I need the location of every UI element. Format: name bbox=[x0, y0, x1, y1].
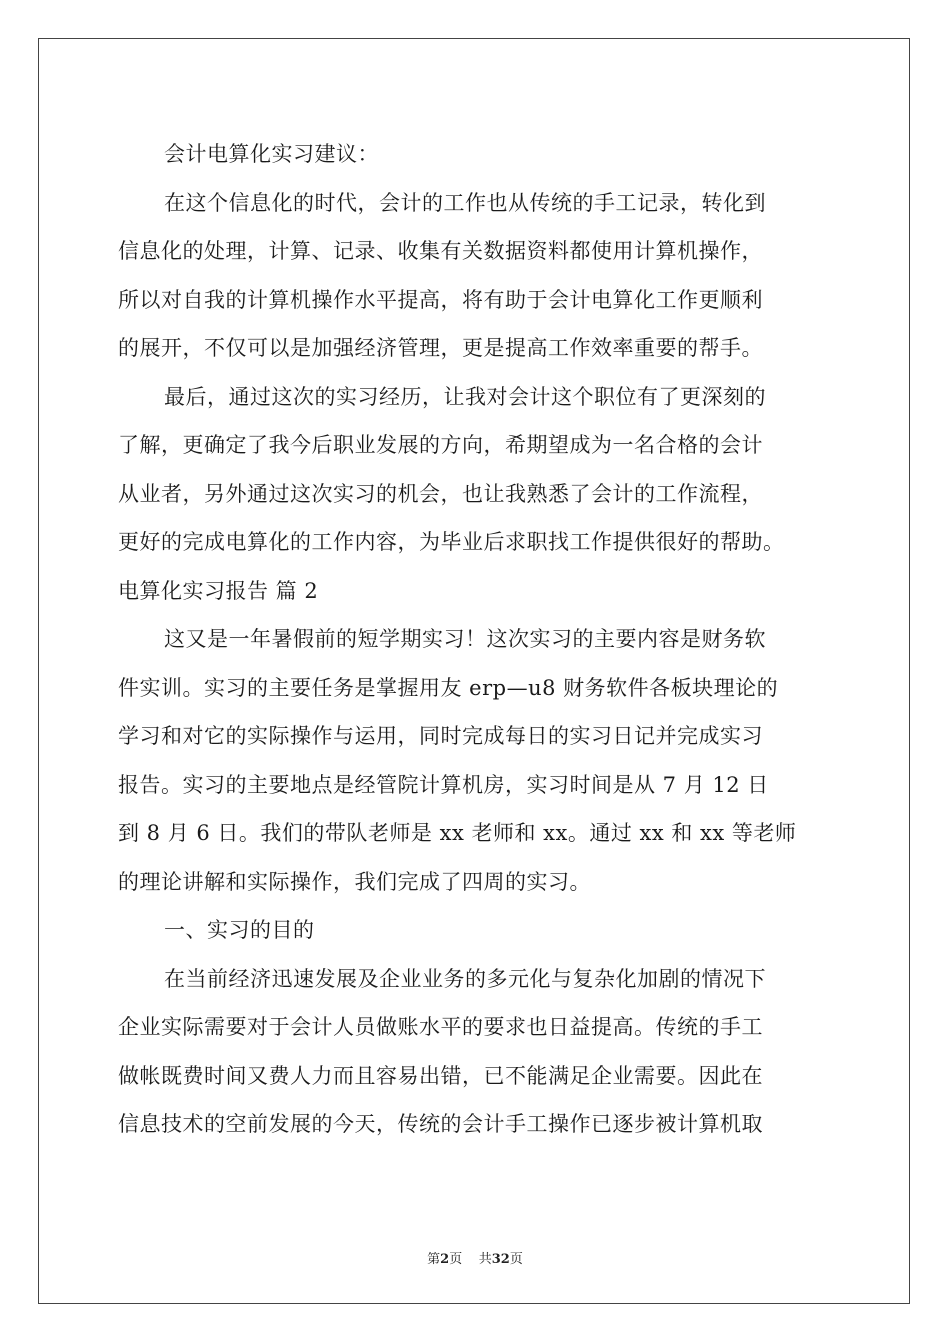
paragraph-line: 企业实际需要对于会计人员做账水平的要求也日益提高。传统的手工 bbox=[118, 1015, 763, 1039]
paragraph-line: 从业者，另外通过这次实习的机会，也让我熟悉了会计的工作流程， bbox=[118, 481, 763, 506]
total-pages: 32 bbox=[491, 1252, 510, 1267]
paragraph-line: 会计电算化实习建议： bbox=[164, 142, 379, 166]
document-body bbox=[118, 130, 834, 1149]
paragraph-line: 这又是一年暑假前的短学期实习！这次实习的主要内容是财务软 bbox=[164, 627, 766, 651]
section-heading: 电算化实习报告 篇 2 bbox=[118, 578, 319, 603]
paragraph-line: 件实训。实习的主要任务是掌握用友 erp—u8 财务软件各板块理论的 bbox=[118, 675, 779, 700]
page-suffix: 页 bbox=[449, 1252, 463, 1267]
paragraph-line: 学习和对它的实际操作与运用，同时完成每日的实习日记并完成实习 bbox=[118, 724, 763, 748]
paragraph-line: 信息化的处理，计算、记录、收集有关数据资料都使用计算机操作， bbox=[118, 239, 763, 263]
page-number: 2 bbox=[440, 1252, 450, 1267]
paragraph-line: 做帐既费时间又费人力而且容易出错，已不能满足企业需要。因此在 bbox=[118, 1063, 763, 1088]
paragraph-line: 所以对自我的计算机操作水平提高，将有助于会计电算化工作更顺利 bbox=[118, 287, 763, 312]
total-suffix: 页 bbox=[509, 1252, 523, 1267]
page-prefix: 第 bbox=[427, 1252, 441, 1267]
page-footer bbox=[0, 1248, 950, 1267]
paragraph-line: 了解，更确定了我今后职业发展的方向，希期望成为一名合格的会计 bbox=[118, 433, 763, 457]
subsection-heading: 一、实习的目的 bbox=[164, 918, 315, 942]
paragraph-line: 在当前经济迅速发展及企业业务的多元化与复杂化加剧的情况下 bbox=[164, 966, 766, 991]
paragraph-line: 更好的完成电算化的工作内容，为毕业后求职找工作提供很好的帮助。 bbox=[118, 530, 785, 554]
paragraph-line: 在这个信息化的时代，会计的工作也从传统的手工记录，转化到 bbox=[164, 190, 766, 215]
paragraph-line: 到 8 月 6 日。我们的带队老师是 xx 老师和 xx。通过 xx 和 xx 等老师 bbox=[118, 821, 797, 845]
paragraph-line: 报告。实习的主要地点是经管院计算机房，实习时间是从 7 月 12 日 bbox=[118, 772, 769, 797]
paragraph-line: 信息技术的空前发展的今天，传统的会计手工操作已逐步被计算机取 bbox=[118, 1112, 763, 1136]
paragraph-line: 的理论讲解和实际操作，我们完成了四周的实习。 bbox=[118, 869, 591, 894]
paragraph-line: 最后，通过这次的实习经历，让我对会计这个职位有了更深刻的 bbox=[164, 384, 766, 409]
paragraph-line: 的展开，不仅可以是加强经济管理，更是提高工作效率重要的帮手。 bbox=[118, 336, 763, 360]
total-prefix: 共 bbox=[478, 1252, 492, 1267]
